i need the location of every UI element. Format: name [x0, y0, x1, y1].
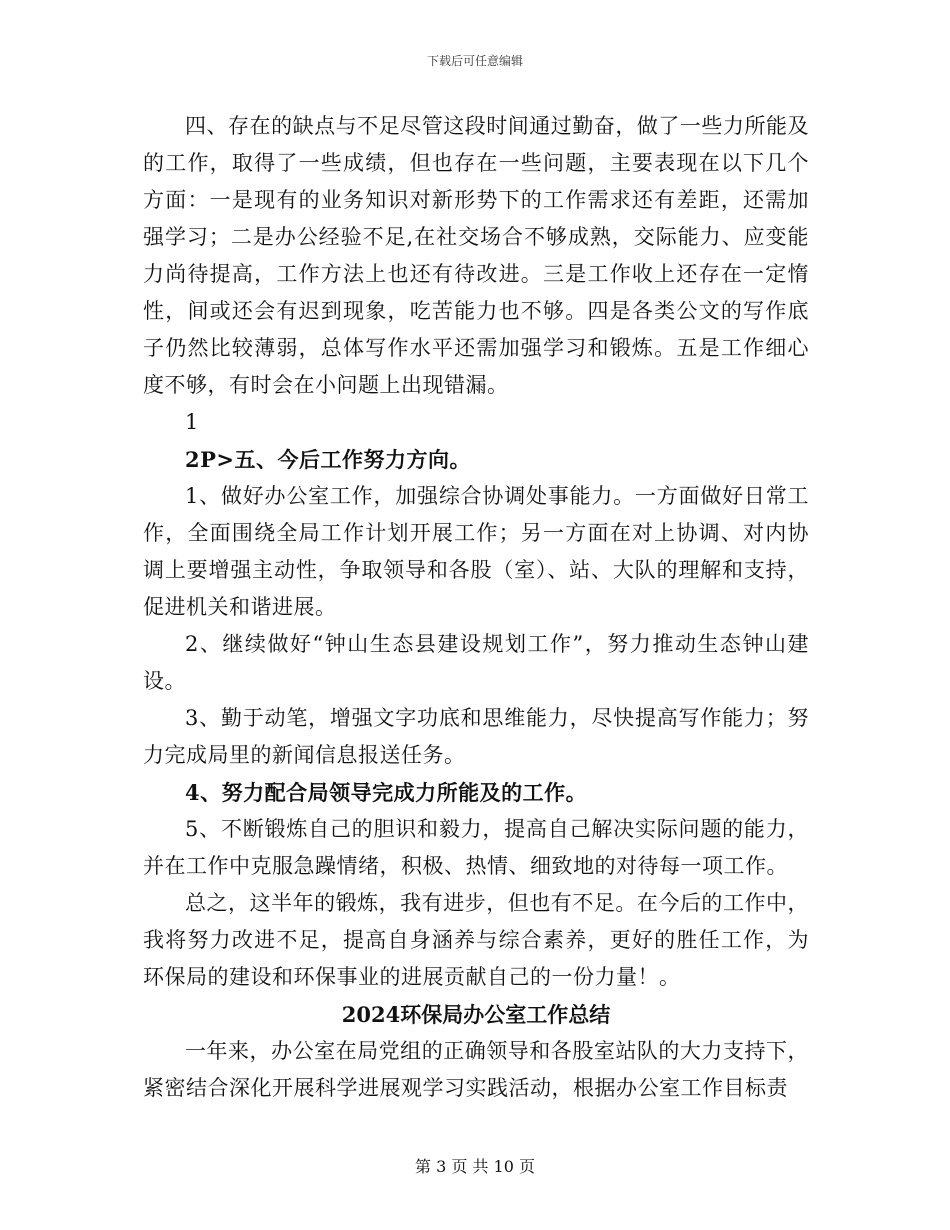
page-footer-number: 第 3 页 共 10 页 [415, 1157, 535, 1176]
paragraph-item-5: 5、不断锻炼自己的胆识和毅力，提高自己解决实际问题的能力，并在工作中克服急躁情绪，积极、热情、细致地的对待每一项工作。 [143, 817, 809, 878]
paragraph-conclusion: 总之，这半年的锻炼，我有进步，但也有不足。在今后的工作中，我将努力改进不足，提高自身涵养与综合素养，更好的胜任工作，为环保局的建设和环保事业的进展贡献自己的一份力量！。 [143, 891, 809, 989]
section-heading-future-direction: 2P>五、今后工作努力方向。 [185, 447, 471, 472]
document-title-2024-summary: 2024环保局办公室工作总结 [341, 1002, 611, 1027]
document-body [143, 108, 809, 1107]
paragraph-item-4: 4、努力配合局领导完成力所能及的工作。 [185, 780, 588, 805]
paragraph-item-3: 3、勤于动笔，增强文字功底和思维能力，尽快提高写作能力；努力完成局里的新闻信息报送任务。 [143, 706, 809, 767]
paragraph-annual-intro: 一年来，办公室在局党组的正确领导和各股室站队的大力支持下，紧密结合深化开展科学进展观学习实践活动，根据办公室工作目标责 [143, 1039, 809, 1100]
paragraph-item-1: 1、做好办公室工作，加强综合协调处事能力。一方面做好日常工作，全面围绕全局工作计划开展工作；另一方面在对上协调、对内协调上要增强主动性，争取领导和各股（室）、站、大队的理解和支持，促进机关和谐进展。 [143, 484, 809, 619]
paragraph-number: 1 [185, 410, 199, 434]
paragraph-item-2: 2、继续做好“钟山生态县建设规划工作”，努力推动生态钟山建设。 [143, 632, 809, 693]
paragraph-shortcomings: 四、存在的缺点与不足尽管这段时间通过勤奋，做了一些力所能及的工作，取得了一些成绩，但也存在一些问题，主要表现在以下几个方面：一是现有的业务知识对新形势下的工作需求还有差距，还需加强学习；二是办公经验不足,在社交场合不够成熟，交际能力、应变能力尚待提高，工作方法上也还有待改进。三是工作收上还存在一定惰性，间或还会有迟到现象，吃苦能力也不够。四是各类公文的写作底子仍然比较薄弱，总体写作水平还需加强学习和锻炼。五是工作细心度不够，有时会在小问题上出现错漏。 [143, 114, 809, 397]
page-header-note: 下载后可任意编辑 [426, 54, 523, 68]
